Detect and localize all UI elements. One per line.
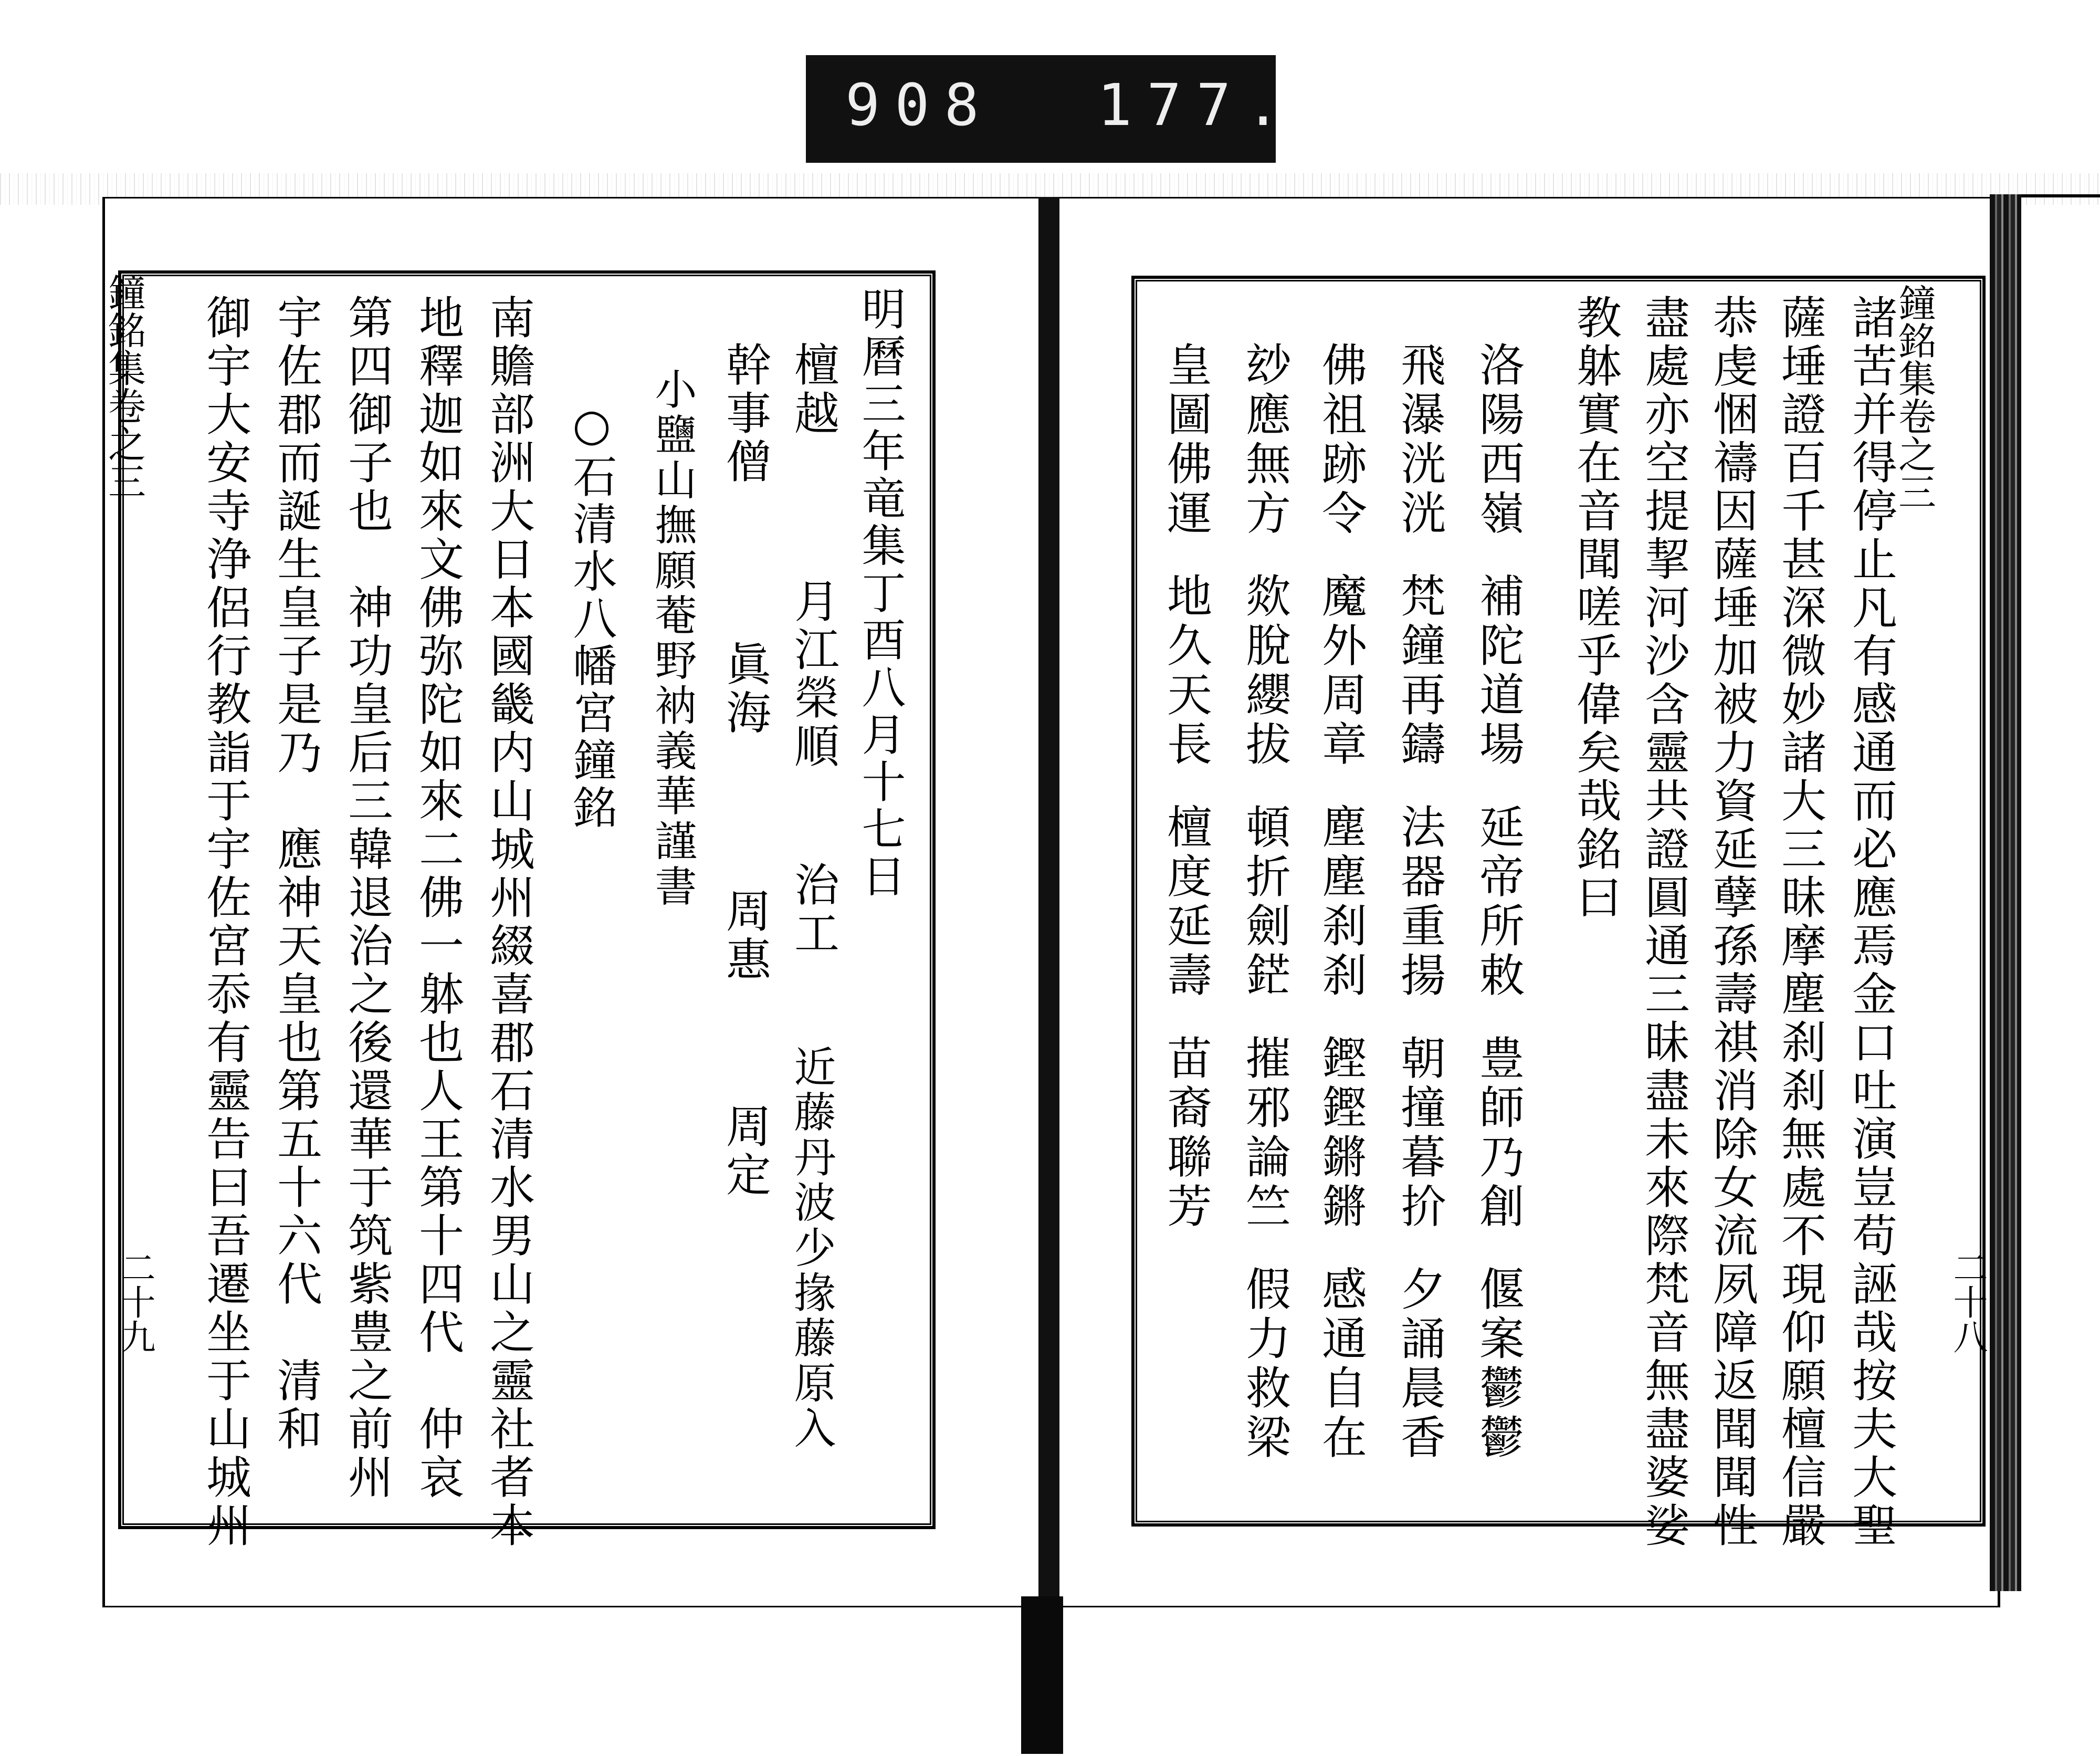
- right-line-3: 恭虔悃禱因薩埵加被力資延孽孫壽祺消除女流夙障返聞聞性: [1705, 294, 1758, 1550]
- edge-marker: [2021, 194, 2100, 197]
- verse-phrase: 豊師乃創: [1472, 1034, 1524, 1232]
- verse-phrase: 延帝所敕: [1472, 803, 1524, 1001]
- verse-phrase: 玅應無方: [1238, 341, 1290, 539]
- left-running-head: 鐘銘集卷之三: [102, 273, 146, 500]
- right-folio: 二十八: [1947, 1250, 1988, 1354]
- verse-phrase: 飛瀑洸洸: [1393, 341, 1445, 539]
- verse-phrase: 摧邪論竺: [1238, 1034, 1290, 1232]
- right-line-2: 薩埵證百千甚深微妙諸大三昧摩塵刹刹無處不現仰願檀信嚴: [1773, 294, 1826, 1550]
- verse-phrase: 佛祖跡令: [1314, 341, 1367, 539]
- verse-phrase: 假力救梁: [1238, 1266, 1290, 1463]
- right-line-1: 諸苦并得停止凡有感通而必應焉金口吐演豈苟誣哉按夫大聖: [1844, 294, 1897, 1550]
- verse-phrase: 苗裔聯芳: [1159, 1034, 1212, 1232]
- officer-name: 周定: [718, 1103, 771, 1199]
- verse-phrase: 夕誦晨香: [1393, 1266, 1445, 1463]
- verse-phrase: 補陀道場: [1472, 572, 1524, 770]
- left-body-line-4: 宇佐郡而誕生皇子是乃 應神天皇也第五十六代 清和: [269, 294, 322, 1454]
- officer-name: 眞海: [718, 641, 771, 737]
- right-line-5: 教躰實在音聞嗟乎偉矣哉銘曰: [1569, 294, 1621, 922]
- verse-phrase: 地久天長: [1159, 572, 1212, 770]
- catalog-number-right: 177.: [1097, 71, 1295, 139]
- verse-phrase: 魔外周章: [1314, 572, 1367, 770]
- donor-name: 月江榮順: [786, 578, 839, 771]
- verse-phrase: 偃案鬱鬱: [1472, 1266, 1524, 1463]
- catalog-plate: [806, 55, 1295, 163]
- verse-phrase: 皇圖佛運: [1159, 341, 1212, 539]
- donor-role: 檀越: [786, 341, 839, 438]
- craftsman-role: 治工: [786, 861, 839, 958]
- left-body-line-2: 地釋迦如來文佛弥陀如來二佛一躰也人王第十四代 仲哀: [411, 294, 464, 1502]
- verse-phrase: 檀度延壽: [1159, 803, 1212, 1001]
- officer-name: 周惠: [718, 887, 771, 984]
- date-line: 明曆三年竜集丁酉八月十七日: [855, 286, 906, 901]
- craftsman-name: 近藤丹波少掾藤原入: [787, 1045, 836, 1451]
- right-line-4: 盡處亦空提挈河沙含靈共證圓通三昧盡未來際梵音無盡婆娑: [1637, 294, 1689, 1550]
- book-gutter: [1038, 197, 1059, 1604]
- verse-phrase: 塵塵刹刹: [1314, 803, 1367, 1001]
- verse-phrase: 欻脫纓拔: [1238, 572, 1290, 770]
- officer-role: 幹事僧: [718, 341, 771, 486]
- section-title: ○石清水八幡宮鐘銘: [566, 399, 617, 832]
- left-body-line-5: 御宇大安寺浄侶行教詣于宇佐宮忝有靈告曰吾遷坐于山城州: [198, 294, 251, 1550]
- left-folio: 二十九: [115, 1250, 155, 1354]
- verse-phrase: 洛陽西嶺: [1472, 341, 1524, 539]
- verse-phrase: 鏗鏗鏘鏘: [1314, 1034, 1367, 1232]
- verse-phrase: 梵鐘再鑄: [1393, 572, 1445, 770]
- verse-phrase: 法器重揚: [1393, 803, 1445, 1001]
- verse-phrase: 頓折劍鋩: [1238, 803, 1290, 1001]
- scribe-line: 小鹽山撫願菴野衲義華謹書: [648, 368, 697, 910]
- verse-phrase: 感通自在: [1314, 1266, 1367, 1463]
- right-running-head: 鐘銘集卷之三: [1892, 284, 1936, 510]
- verse-phrase: 朝撞暮扴: [1393, 1034, 1445, 1232]
- catalog-number-left: 908: [845, 71, 994, 139]
- gutter-binding: [1021, 1596, 1063, 1754]
- page-edge-stack: [1990, 194, 2021, 1591]
- left-body-line-3: 第四御子也 神功皇后三韓退治之後還華于筑紫豊之前州: [340, 294, 393, 1502]
- left-body-line-1: 南贍部洲大日本國畿内山城州綴喜郡石清水男山之靈社者本: [482, 294, 534, 1550]
